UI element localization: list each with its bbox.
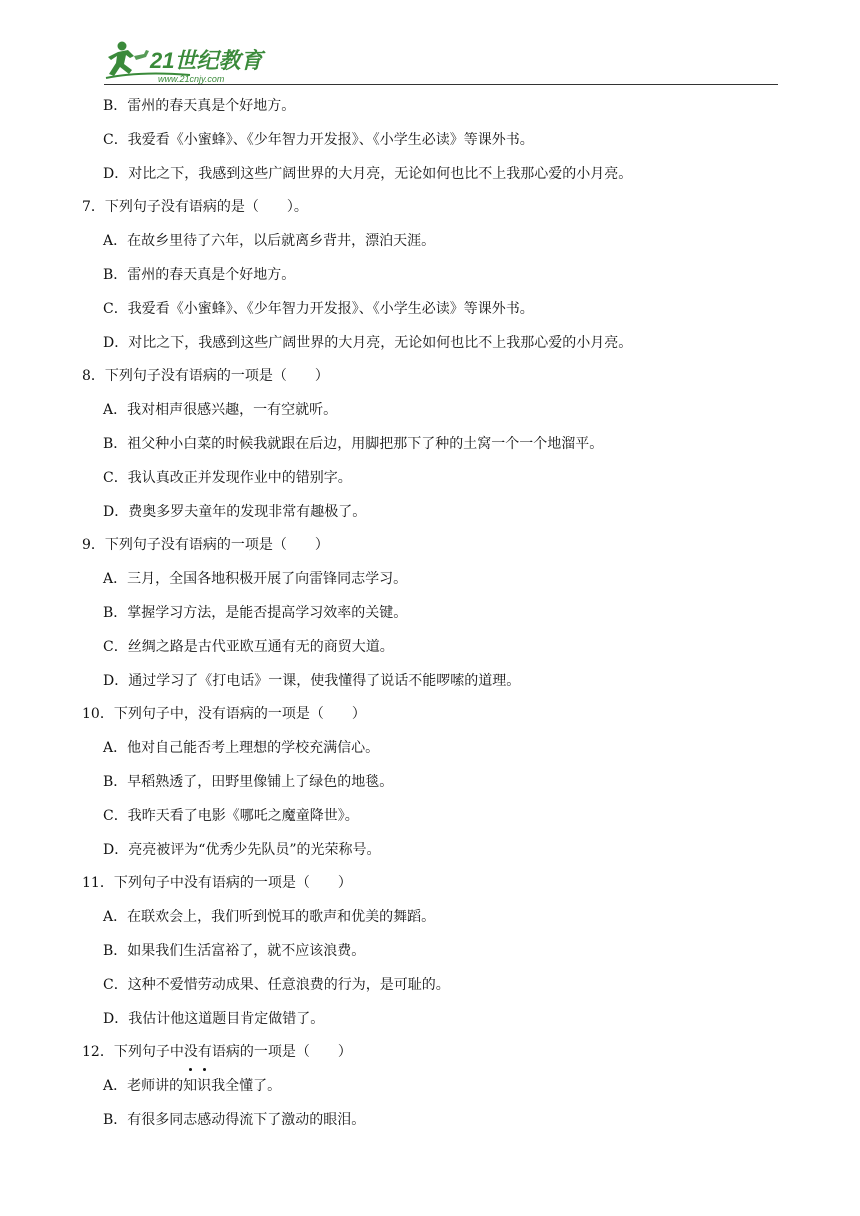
answer-option: D．我估计他这道题目肯定做错了。 — [103, 1010, 325, 1027]
runner-icon — [108, 42, 149, 77]
question-stem: 11．下列句子中没有语病的一项是（ ） — [82, 875, 352, 892]
logo-url: www.21cnjy.com — [158, 74, 225, 84]
emphasis-dotted-char: 有 — [198, 1036, 212, 1070]
answer-option: A．他对自己能否考上理想的学校充满信心。 — [103, 740, 380, 757]
answer-option: A．老师讲的知识我全懂了。 — [103, 1078, 282, 1095]
answer-option: A．三月，全国各地积极开展了向雷锋同志学习。 — [103, 571, 408, 588]
answer-option: C．我昨天看了电影《哪吒之魔童降世》。 — [103, 807, 359, 824]
page-header — [0, 0, 860, 90]
answer-option: B．早稻熟透了，田野里像铺上了绿色的地毯。 — [103, 773, 394, 790]
answer-option: C．丝绸之路是古代亚欧互通有无的商贸大道。 — [103, 638, 394, 655]
answer-option: B．雷州的春天真是个好地方。 — [103, 98, 296, 114]
answer-option: B．雷州的春天真是个好地方。 — [103, 266, 296, 283]
answer-option: C．这种不爱惜劳动成果、任意浪费的行为，是可耻的。 — [103, 976, 450, 993]
question-stem: 9．下列句子没有语病的一项是（ ） — [82, 537, 329, 554]
question-stem: 8．下列句子没有语病的一项是（ ） — [82, 368, 329, 385]
answer-option: A．我对相声很感兴趣，一有空就听。 — [103, 402, 338, 419]
stem-text: 语病的一项是（ ） — [211, 1044, 352, 1061]
logo-21cnjy — [100, 38, 280, 86]
question-stem: 7．下列句子没有语病的是（ ）。 — [82, 199, 308, 216]
answer-option: B．有很多同志感动得流下了激动的眼泪。 — [103, 1111, 366, 1128]
stem-text: 12．下列句子中 — [82, 1044, 184, 1061]
answer-option: D．亮亮被评为“优秀少先队员”的光荣称号。 — [103, 841, 381, 858]
answer-option: B．掌握学习方法，是能否提高学习效率的关键。 — [103, 604, 408, 621]
answer-option: A．在联欢会上，我们听到悦耳的歌声和优美的舞蹈。 — [103, 909, 436, 926]
answer-option: B．祖父种小白菜的时候我就跟在后边，用脚把那下了种的土窝一个一个地溜平。 — [103, 435, 604, 452]
header-divider — [104, 84, 778, 85]
answer-option: B．如果我们生活富裕了，就不应该浪费。 — [103, 942, 366, 959]
answer-option: C．我认真改正并发现作业中的错别字。 — [103, 469, 352, 486]
emphasis-dotted-char: 没 — [184, 1036, 198, 1070]
answer-option: D．通过学习了《打电话》一课，使我懂得了说话不能啰嗦的道理。 — [103, 672, 521, 689]
answer-option: D．对比之下，我感到这些广阔世界的大月亮，无论如何也比不上我那心爱的小月亮。 — [103, 334, 633, 351]
answer-option: C．我爱看《小蜜蜂》、《少年智力开发报》、《小学生必读》等课外书。 — [103, 131, 534, 148]
answer-option: A．在故乡里待了六年，以后就离乡背井，漂泊天涯。 — [103, 233, 436, 250]
answer-option: C．我爱看《小蜜蜂》、《少年智力开发报》、《小学生必读》等课外书。 — [103, 300, 534, 317]
answer-option: D．费奥多罗夫童年的发现非常有趣极了。 — [103, 503, 367, 520]
logo-text: 21世纪教育 — [150, 48, 263, 73]
question-stem: 10．下列句子中，没有语病的一项是（ ） — [82, 706, 366, 723]
question-list — [82, 90, 782, 1138]
question-stem — [82, 1036, 782, 1070]
answer-option: D．对比之下，我感到这些广阔世界的大月亮，无论如何也比不上我那心爱的小月亮。 — [103, 165, 633, 182]
